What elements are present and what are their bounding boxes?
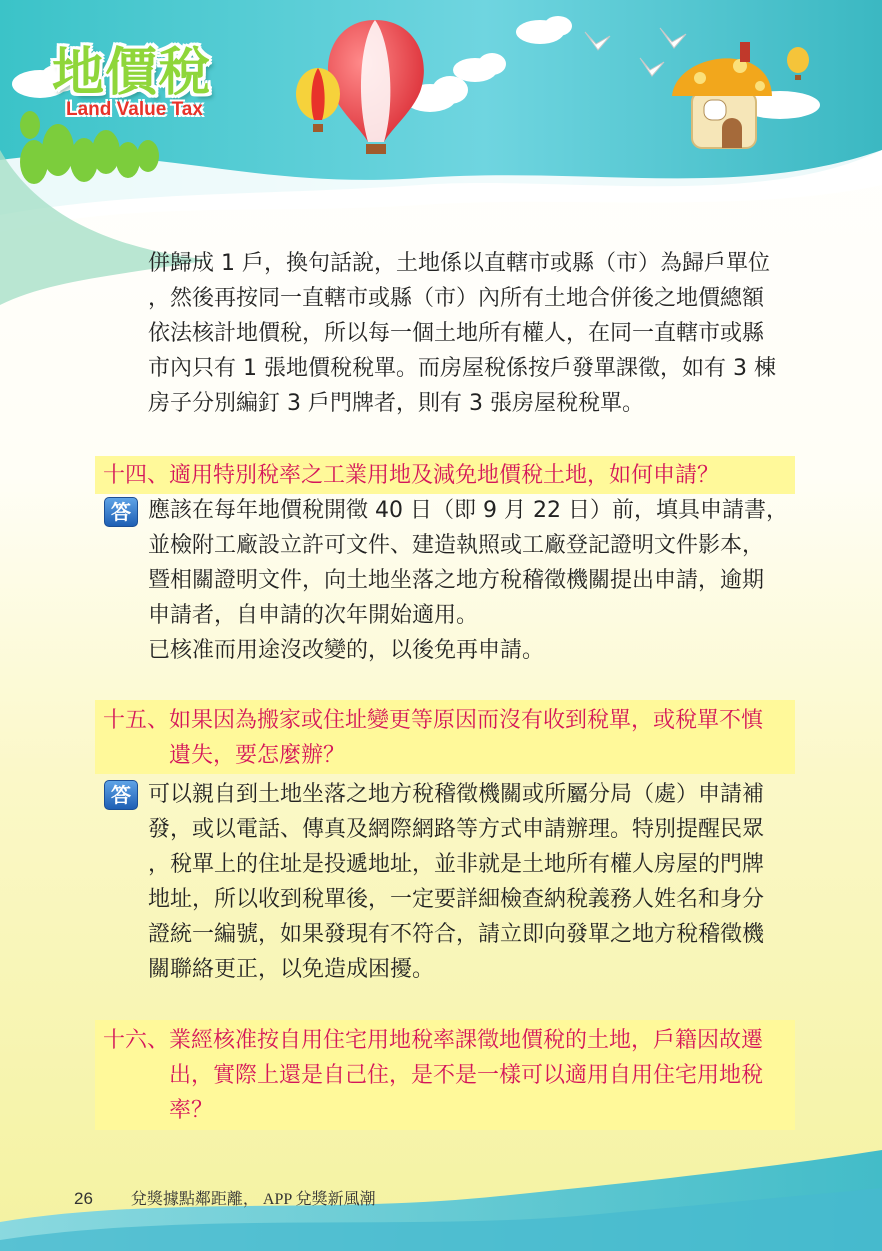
answer-icon: 答 (104, 497, 138, 527)
text-line: 房子分別編釘 3 戶門牌者，則有 3 張房屋稅稅單。 (148, 391, 644, 416)
question-14 (95, 456, 795, 494)
page-number: 26 (74, 1189, 93, 1208)
answer-14 (148, 493, 808, 668)
text-line: 暨相關證明文件，向土地坐落之地方稅稽徵機關提出申請，逾期 (148, 568, 765, 593)
text-line: ，然後再按同一直轄市或縣（市）內所有土地合併後之地價總額 (148, 286, 765, 311)
text-line: 並檢附工廠設立許可文件、建造執照或工廠登記證明文件影本， (148, 533, 765, 558)
text-line: 併歸成 1 戶，換句話說，土地係以直轄市或縣（市）為歸戶單位 (148, 251, 770, 276)
page-subtitle: Land Value Tax (66, 99, 203, 120)
page-title: 地價稅 (52, 43, 212, 103)
text-line: ，稅單上的住址是投遞地址，並非就是土地所有權人房屋的門牌 (148, 852, 765, 877)
text-line: 發，或以電話、傳真及網際網路等方式申請辦理。特別提醒民眾 (148, 817, 765, 842)
text-line: 依法核計地價稅，所以每一個土地所有權人，在同一直轄市或縣 (148, 321, 765, 346)
page-footer (74, 1186, 376, 1209)
question-line: 率？ (103, 1098, 214, 1123)
question-15 (95, 700, 795, 774)
question-line: 十六、業經核准按自用住宅用地稅率課徵地價稅的土地，戶籍因故遷 (103, 1028, 764, 1053)
answer-15 (148, 777, 808, 987)
question-line: 十五、如果因為搬家或住址變更等原因而沒有收到稅單，或稅單不慎 (103, 708, 764, 733)
intro-paragraph (148, 246, 808, 421)
question-line: 出，實際上還是自己住，是不是一樣可以適用自用住宅用地稅 (103, 1063, 764, 1088)
text-line: 可以親自到土地坐落之地方稅稽徵機關或所屬分局（處）申請補 (148, 782, 765, 807)
question-line: 遺失，要怎麼辦？ (103, 743, 346, 768)
text-line: 申請者，自申請的次年開始適用。 (148, 603, 479, 628)
text-line: 已核准而用途沒改變的，以後免再申請。 (148, 638, 545, 663)
answer-icon: 答 (104, 780, 138, 810)
question-line: 十四、適用特別稅率之工業用地及減免地價稅土地，如何申請？ (103, 463, 720, 488)
footer-slogan: 兌獎據點鄰距離， APP 兌獎新風潮 (130, 1191, 376, 1208)
text-line: 應該在每年地價稅開徵 40 日（即 9 月 22 日）前，填具申請書， (148, 498, 788, 523)
text-line: 關聯絡更正，以免造成困擾。 (148, 957, 435, 982)
text-line: 市內只有 1 張地價稅稅單。而房屋稅係按戶發單課徵，如有 3 棟 (148, 356, 776, 381)
text-line: 地址，所以收到稅單後，一定要詳細檢查納稅義務人姓名和身分 (148, 887, 765, 912)
text-line: 證統一編號，如果發現有不符合，請立即向發單之地方稅稽徵機 (148, 922, 765, 947)
question-16 (95, 1020, 795, 1130)
